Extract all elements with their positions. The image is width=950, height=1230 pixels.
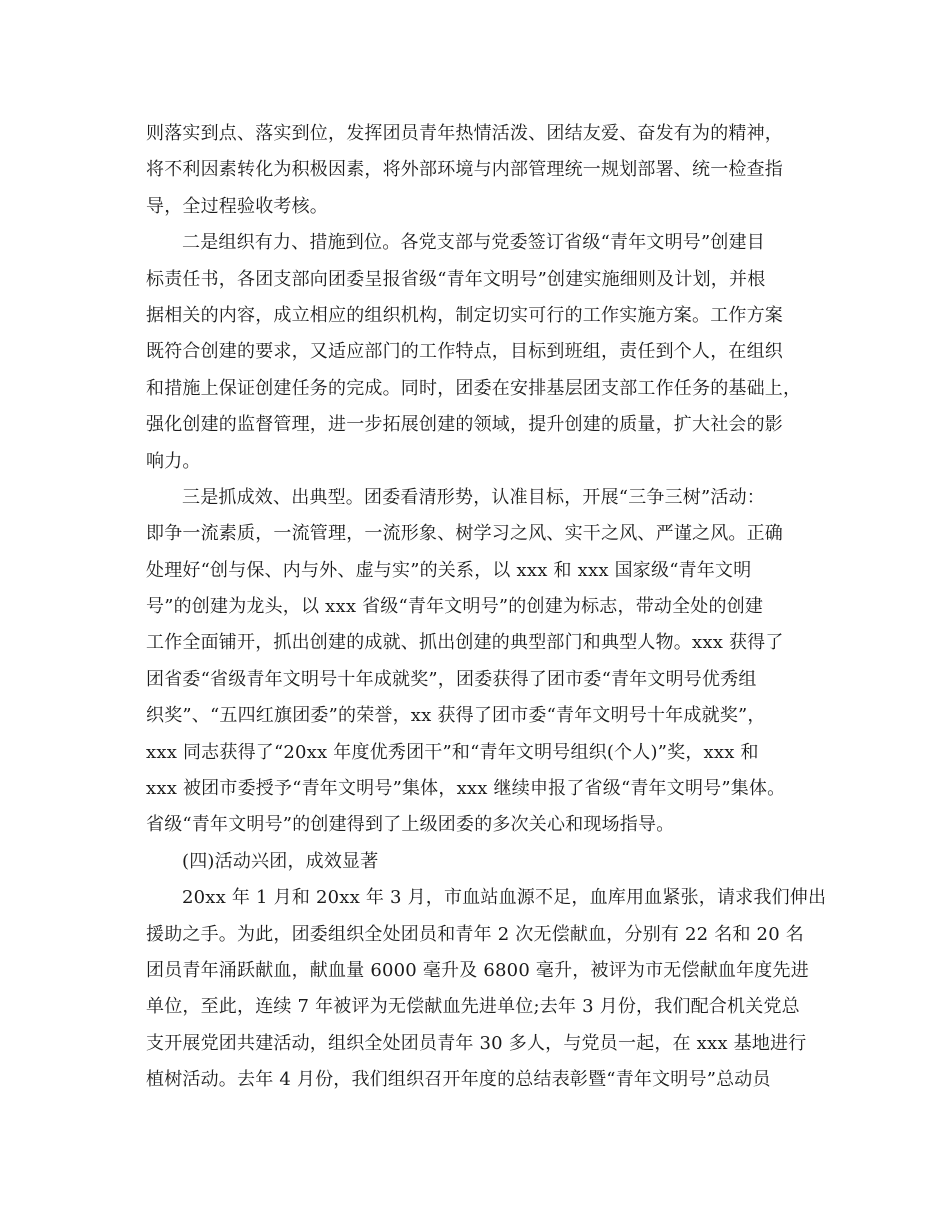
text-line: 援助之手。为此，团委组织全处团员和青年 2 次无偿献血，分别有 22 名和 20 名 <box>146 923 804 945</box>
text-line: 响力。 <box>146 450 201 472</box>
text-line: 据相关的内容，成立相应的组织机构，制定切实可行的工作实施方案。工作方案 <box>146 304 783 326</box>
text-line: 工作全面铺开，抓出创建的成就、抓出创建的典型部门和典型人物。xxx 获得了 <box>146 632 784 654</box>
text-line: 导，全过程验收考核。 <box>146 195 328 217</box>
text-line: xxx 同志获得了“20xx 年度优秀团干”和“青年文明号组织(个人)”奖，xxx 和 <box>146 741 759 763</box>
text-line: 织奖”、“五四红旗团委”的荣誉，xx 获得了团市委“青年文明号十年成就奖”， <box>146 705 766 727</box>
text-line: 20xx 年 1 月和 20xx 年 3 月，市血站血源不足，血库用血紧张，请求我们伸出 <box>182 887 827 909</box>
text-line: 强化创建的监督管理，进一步拓展创建的领域，提升创建的质量，扩大社会的影 <box>146 414 783 436</box>
document-body <box>146 116 826 1099</box>
text-line: xxx 被团市委授予“青年文明号”集体，xxx 继续申报了省级“青年文明号”集体。 <box>146 778 786 800</box>
text-line: 则落实到点、落实到位，发挥团员青年热情活泼、团结友爱、奋发有为的精神， <box>146 123 783 144</box>
text-line: 既符合创建的要求，又适应部门的工作特点，目标到班组，责任到个人，在组织 <box>146 341 783 363</box>
text-line: 二是组织有力、措施到位。各党支部与党委签订省级“青年文明号”创建目 <box>182 232 766 254</box>
text-line: 号”的创建为龙头，以 xxx 省级“青年文明号”的创建为标志，带动全处的创建 <box>146 596 764 618</box>
text-line: 省级“青年文明号”的创建得到了上级团委的多次关心和现场指导。 <box>146 814 675 836</box>
text-line: 将不利因素转化为积极因素，将外部环境与内部管理统一规划部署、统一检查指 <box>146 159 783 181</box>
text-line: 处理好“创与保、内与外、虚与实”的关系，以 xxx 和 xxx 国家级“青年文明 <box>146 559 752 581</box>
text-line: 三是抓成效、出典型。团委看清形势，认准目标，开展“三争三树”活动： <box>182 486 766 508</box>
text-line: 团省委“省级青年文明号十年成就奖”，团委获得了团市委“青年文明号优秀组 <box>146 668 757 690</box>
text-line: 支开展党团共建活动，组织全处团员青年 30 多人，与党员一起，在 xxx 基地进行 <box>146 1032 807 1054</box>
text-line: 团员青年涌跃献血，献血量 6000 毫升及 6800 毫升，被评为市无偿献血年度先进 <box>146 959 809 981</box>
text-line: 和措施上保证创建任务的完成。同时，团委在安排基层团支部工作任务的基础上， <box>146 377 802 399</box>
text-line: 植树活动。去年 4 月份，我们组织召开年度的总结表彰暨“青年文明号”总动员 <box>146 1069 771 1091</box>
text-line: 单位，至此，连续 7 年被评为无偿献血先进单位;去年 3 月份，我们配合机关党总 <box>146 996 800 1018</box>
text-line: (四)活动兴团，成效显著 <box>182 850 379 872</box>
text-line: 即争一流素质，一流管理，一流形象、树学习之风、实干之风、严谨之风。正确 <box>146 523 783 545</box>
text-line: 标责任书，各团支部向团委呈报省级“青年文明号”创建实施细则及计划，并根 <box>146 268 766 290</box>
